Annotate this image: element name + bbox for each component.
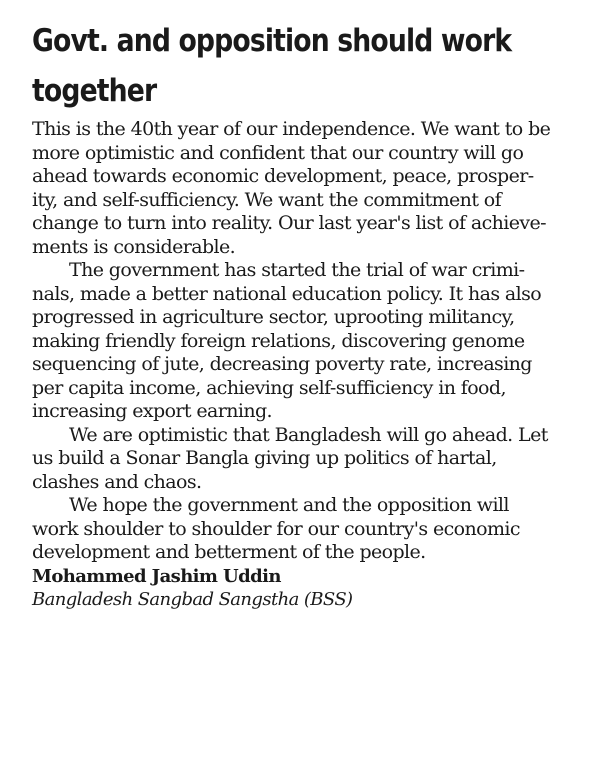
author-organization: Bangladesh Sangbad Sangstha (BSS)	[32, 589, 353, 610]
body-line: increasing export earning.	[32, 400, 273, 422]
letter-body	[32, 118, 592, 612]
body-line: clashes and chaos.	[32, 470, 202, 493]
body-line: nals, made a better national education policy. It has also	[32, 282, 542, 305]
letter-to-editor	[32, 16, 592, 612]
body-line: per capita income, achieving self-sufficiency in food,	[32, 376, 506, 399]
body-line: The government has started the trial of war crimi-	[69, 259, 525, 281]
body-line: ity, and self-sufficiency. We want the commitment of	[32, 188, 502, 211]
headline-line: Govt. and opposition should work	[32, 23, 512, 59]
body-line: us build a Sonar Bangla giving up politics of hartal,	[32, 447, 497, 469]
paragraph-3	[32, 424, 592, 495]
author-name: Mohammed Jashim Uddin	[32, 565, 281, 587]
body-line: work shoulder to shoulder for our country's economic	[32, 517, 520, 540]
body-line: progressed in agriculture sector, uprooting militancy,	[32, 306, 515, 328]
paragraph-1	[32, 118, 592, 259]
body-line: ahead towards economic development, peace, prosper-	[32, 165, 534, 187]
body-line: more optimistic and confident that our country will go	[32, 141, 524, 164]
body-line: change to turn into reality. Our last year's list of achieve-	[32, 212, 546, 234]
headline	[32, 16, 591, 116]
body-line: We hope the government and the opposition will	[69, 494, 509, 516]
body-line: ments is considerable.	[32, 235, 236, 258]
body-line: development and betterment of the people.	[32, 541, 426, 563]
paragraph-4	[32, 494, 592, 565]
body-line: This is the 40th year of our independence. We want to be	[32, 118, 551, 140]
paragraph-2	[32, 259, 592, 424]
body-line: making friendly foreign relations, discovering genome	[32, 329, 525, 352]
body-line: We are optimistic that Bangladesh will go ahead. Let	[69, 423, 548, 446]
body-line: sequencing of jute, decreasing poverty rate, increasing	[32, 353, 532, 375]
headline-line: together	[32, 73, 157, 109]
